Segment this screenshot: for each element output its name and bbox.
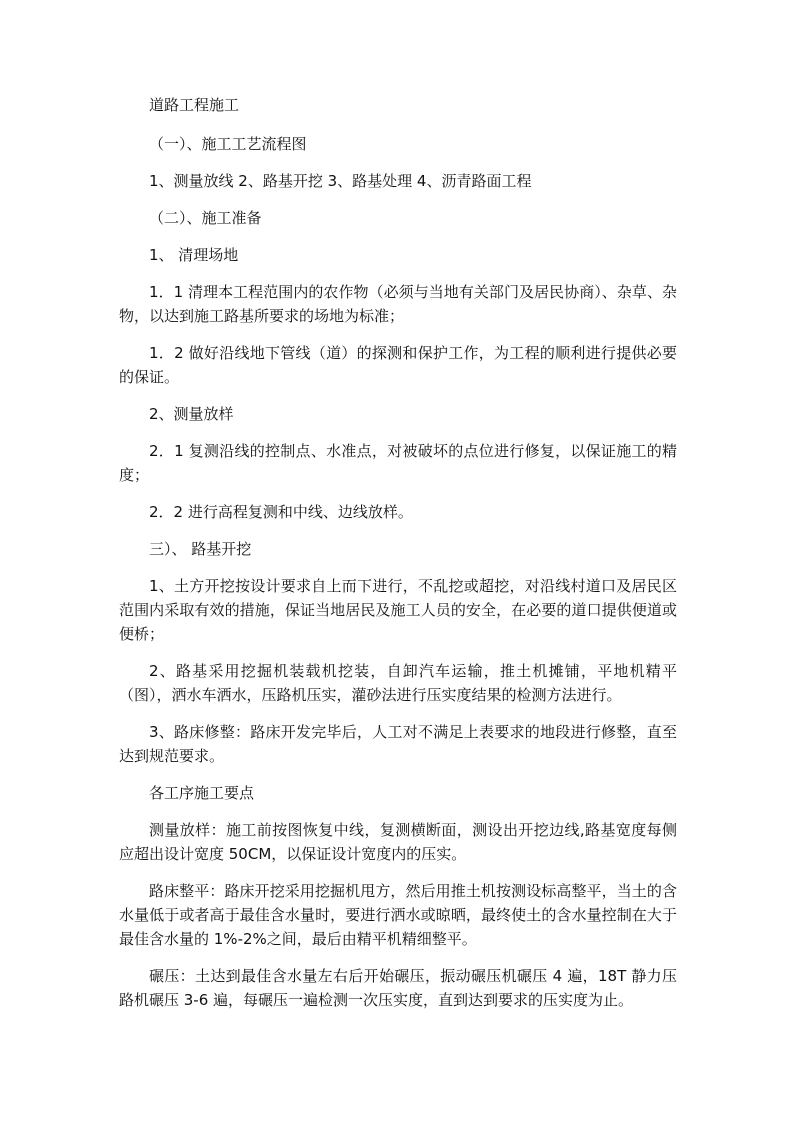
paragraph-excavation-3: 3、路床修整：路床开发完毕后，人工对不满足上表要求的地段进行修整，直至达到规范要求。 — [119, 723, 677, 765]
paragraph-subgrade-leveling: 路床整平：路床开挖采用挖掘机甩方，然后用推土机按测设标高整平，当土的含水量低于或者高于最佳含水量时，要进行洒水或晾晒，最终使土的含水量控制在大于最佳含水量的 1%-2%之间，最后由精平机精细整平。 — [119, 882, 677, 948]
section-heading-excavation: 三）、 路基开挖 — [149, 540, 252, 558]
paragraph-compaction: 碾压：土达到最佳含水量左右后开始碾压，振动碾压机碾压 4 遍，18T 静力压路机碾压 3-6 遍，每碾压一遍检测一次压实度，直到达到要求的压实度为止。 — [119, 967, 677, 1009]
paragraph-1-2: 1．2 做好沿线地下管线（道）的探测和保护工作，为工程的顺利进行提供必要的保证。 — [119, 344, 677, 386]
paragraph-2-2: 2．2 进行高程复测和中线、边线放样。 — [149, 503, 413, 521]
paragraph-2-1: 2．1 复测沿线的控制点、水准点，对被破坏的点位进行修复，以保证施工的精度； — [119, 442, 677, 484]
subheading-survey-layout: 2、测量放样 — [149, 405, 234, 423]
section-heading-preparation: （二）、施工准备 — [149, 209, 262, 227]
paragraph-survey-point: 测量放样：施工前按图恢复中线，复测横断面，测设出开挖边线,路基宽度每侧应超出设计宽度 50CM，以保证设计宽度内的压实。 — [119, 821, 677, 863]
subheading-site-clearing: 1、 清理场地 — [149, 246, 239, 264]
subheading-key-points: 各工序施工要点 — [149, 784, 255, 802]
document-body — [119, 93, 677, 1025]
paragraph-excavation-2: 2、路基采用挖掘机装载机挖装，自卸汽车运输，推土机摊铺，平地机精平（图），洒水车洒水，压路机压实，灌砂法进行压实度结果的检测方法进行。 — [119, 662, 677, 704]
paragraph-excavation-1: 1、土方开挖按设计要求自上而下进行，不乱挖或超挖，对沿线村道口及居民区范围内采取有效的措施，保证当地居民及施工人员的安全，在必要的道口提供便道或便桥； — [119, 577, 677, 643]
document-title: 道路工程施工 — [149, 96, 240, 114]
paragraph-1-1: 1．1 清理本工程范围内的农作物（必须与当地有关部门及居民协商）、杂草、杂物，以达到施工路基所要求的场地为标准； — [119, 283, 677, 325]
process-steps-line: 1、测量放线 2、路基开挖 3、路基处理 4、沥青路面工程 — [149, 172, 532, 190]
section-heading-process-flow: （一）、施工工艺流程图 — [149, 135, 307, 153]
